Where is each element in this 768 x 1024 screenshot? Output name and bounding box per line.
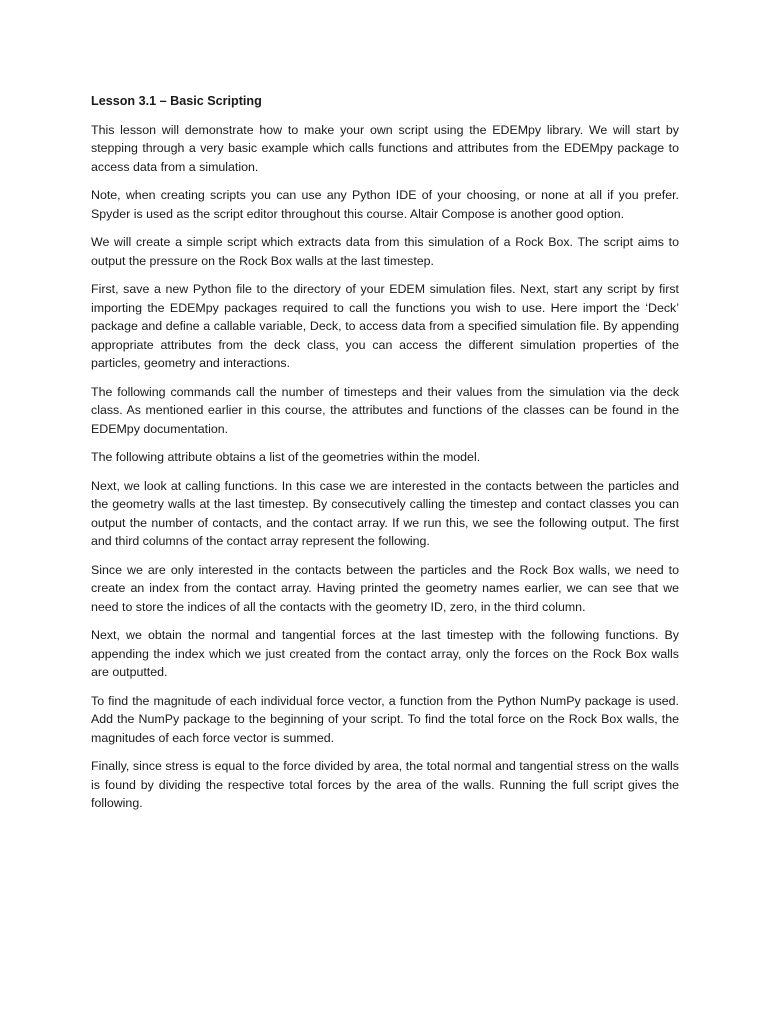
paragraph-geometries: The following attribute obtains a list of the geometries within the model. xyxy=(91,450,481,464)
paragraph-script-goal: We will create a simple script which extracts data from this simulation of a Rock Box. The script aims to output the pressure on the Rock Box walls at the last timestep. xyxy=(91,235,679,268)
document-page xyxy=(91,92,679,823)
paragraph-contact-index: Since we are only interested in the contacts between the particles and the Rock Box walls, we need to create an index from the contact array. Having printed the geometry names earlier, we can see that we need to store the indices of all the contacts with the geometry ID, zero, in the third column. xyxy=(91,562,679,614)
lesson-title: Lesson 3.1 – Basic Scripting xyxy=(91,94,262,108)
paragraph-ide-note: Note, when creating scripts you can use any Python IDE of your choosing, or none at all if you prefer. Spyder is used as the script editor throughout this course. Altair Compose is another good option. xyxy=(91,188,679,221)
paragraph-forces: Next, we obtain the normal and tangential forces at the last timestep with the following functions. By appending the index which we just created from the contact array, only the forces on the Rock Box walls are outputted. xyxy=(91,628,679,679)
paragraph-timesteps: The following commands call the number of timesteps and their values from the simulation via the deck class. As mentioned earlier in this course, the attributes and functions of the classes can be found in the EDEMpy documentation. xyxy=(91,384,679,436)
paragraph-calling-functions: Next, we look at calling functions. In this case we are interested in the contacts between the particles and the geometry walls at the last timestep. By consecutively calling the timestep and contact classes you can output the number of contacts, and the contact array. If we run this, we see the following output. The first and third columns of the contact array represent the following. xyxy=(91,478,679,548)
paragraph-stress: Finally, since stress is equal to the force divided by area, the total normal and tangential stress on the walls is found by dividing the respective total forces by the area of the walls. Running the full script gives the following. xyxy=(91,759,679,810)
paragraph-numpy-magnitude: To find the magnitude of each individual force vector, a function from the Python NumPy package is used. Add the NumPy package to the beginning of your script. To find the total force on the Rock Box walls, the magnitudes of each force vector is summed. xyxy=(91,693,679,745)
paragraph-intro: This lesson will demonstrate how to make your own script using the EDEMpy library. We will start by stepping through a very basic example which calls functions and attributes from the EDEMpy package to access data from a simulation. xyxy=(91,122,679,174)
paragraph-import-deck: First, save a new Python file to the directory of your EDEM simulation files. Next, start any script by first importing the EDEMpy packages required to call the functions you wish to use. Here import the ‘Deck’ package and define a callable variable, Deck, to access data from a specified simulation file. By appending appropriate attributes from the deck class, you can access the different simulation properties of the particles, geometry and interactions. xyxy=(91,282,679,370)
